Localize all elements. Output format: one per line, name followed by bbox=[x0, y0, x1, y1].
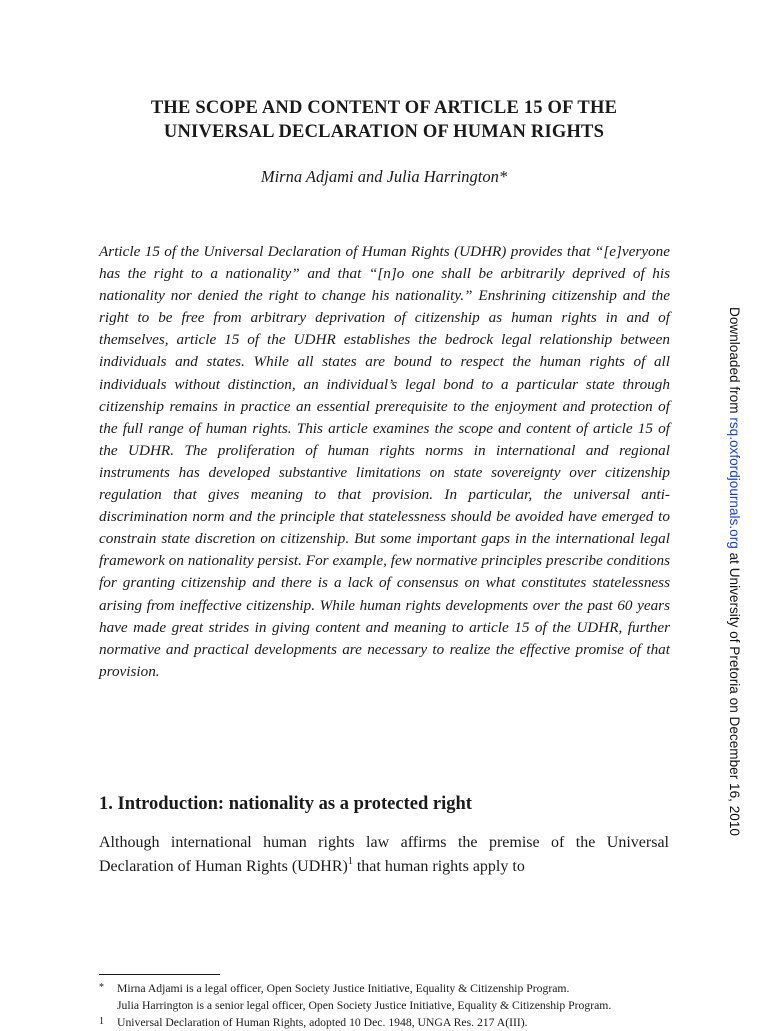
footnote-author bbox=[99, 980, 669, 1014]
footnote-mark: * bbox=[99, 982, 104, 993]
article-title bbox=[100, 96, 668, 144]
body-text-part-2: that human rights apply to bbox=[352, 858, 525, 875]
body-paragraph bbox=[99, 831, 669, 879]
footnote-line: Mirna Adjami is a legal officer, Open Society Justice Initiative, Equality & Citizenship Program. bbox=[117, 982, 570, 995]
footnote-divider bbox=[99, 974, 220, 975]
footnote-line: Universal Declaration of Human Rights, adopted 10 Dec. 1948, UNGA Res. 217 A(III). bbox=[117, 1016, 528, 1029]
footnote-mark: 1 bbox=[99, 1016, 104, 1027]
footnote-line: Julia Harrington is a senior legal officer, Open Society Justice Initiative, Equality & Citizenship Program. bbox=[117, 999, 612, 1012]
section-heading-introduction: 1. Introduction: nationality as a protected right bbox=[99, 794, 472, 814]
footnote-1 bbox=[99, 1014, 669, 1031]
author-byline: Mirna Adjami and Julia Harrington* bbox=[260, 167, 508, 186]
journal-link[interactable]: rsq.oxfordjournals.org bbox=[727, 417, 742, 549]
watermark-prefix: Downloaded from bbox=[727, 307, 742, 418]
download-watermark bbox=[727, 307, 742, 847]
footnotes bbox=[99, 980, 669, 1031]
title-line-2: UNIVERSAL DECLARATION OF HUMAN RIGHTS bbox=[163, 122, 605, 142]
abstract-text: Article 15 of the Universal Declaration of Human Rights (UDHR) provides that “[e]veryone has the right to a nationality” and that “[n]o one shall be arbitrarily deprived of his nationality nor denied the right to change his nationality.” Enshrining citizenship and the right to be free from arbitrary deprivation of citizenship as human rights in and of themselves, article 15 of the UDHR establishes the bedrock legal relationship between individuals and states. While all states are bound to respect the human rights of all individuals without distinction, an individual’s legal bond to a particular state through citizenship remains in practice an essential prerequisite to the enjoyment and protection of the full range of human rights. This article examines the scope and content of article 15 of the UDHR. The proliferation of human rights norms in international and regional instruments has developed substantive limitations on state sovereignty over citizenship regulation that gives meaning to that provision. In particular, the universal anti-discrimination norm and the principle that statelessness should be avoided have emerged to constrain state discretion on citizenship. But some important gaps in the international legal framework on nationality persist. For example, few normative principles prescribe conditions for granting citizenship and there is a lack of consensus on what constitutes statelessness arising from ineffective citizenship. While human rights developments over the past 60 years have made great strides in giving content and meaning to article 15 of the UDHR, further normative and practical developments are necessary to realize the effective promise of that provision. bbox=[99, 243, 670, 680]
body-text-part-1: Although international human rights law affirms the premise of the Universal Declaration of Human Rights (UDHR) bbox=[99, 834, 669, 875]
footnote-reference[interactable]: 1 bbox=[347, 855, 353, 867]
title-line-1: THE SCOPE AND CONTENT OF ARTICLE 15 OF THE bbox=[150, 98, 618, 118]
watermark-suffix: at University of Pretoria on December 16, 2010 bbox=[727, 548, 742, 836]
